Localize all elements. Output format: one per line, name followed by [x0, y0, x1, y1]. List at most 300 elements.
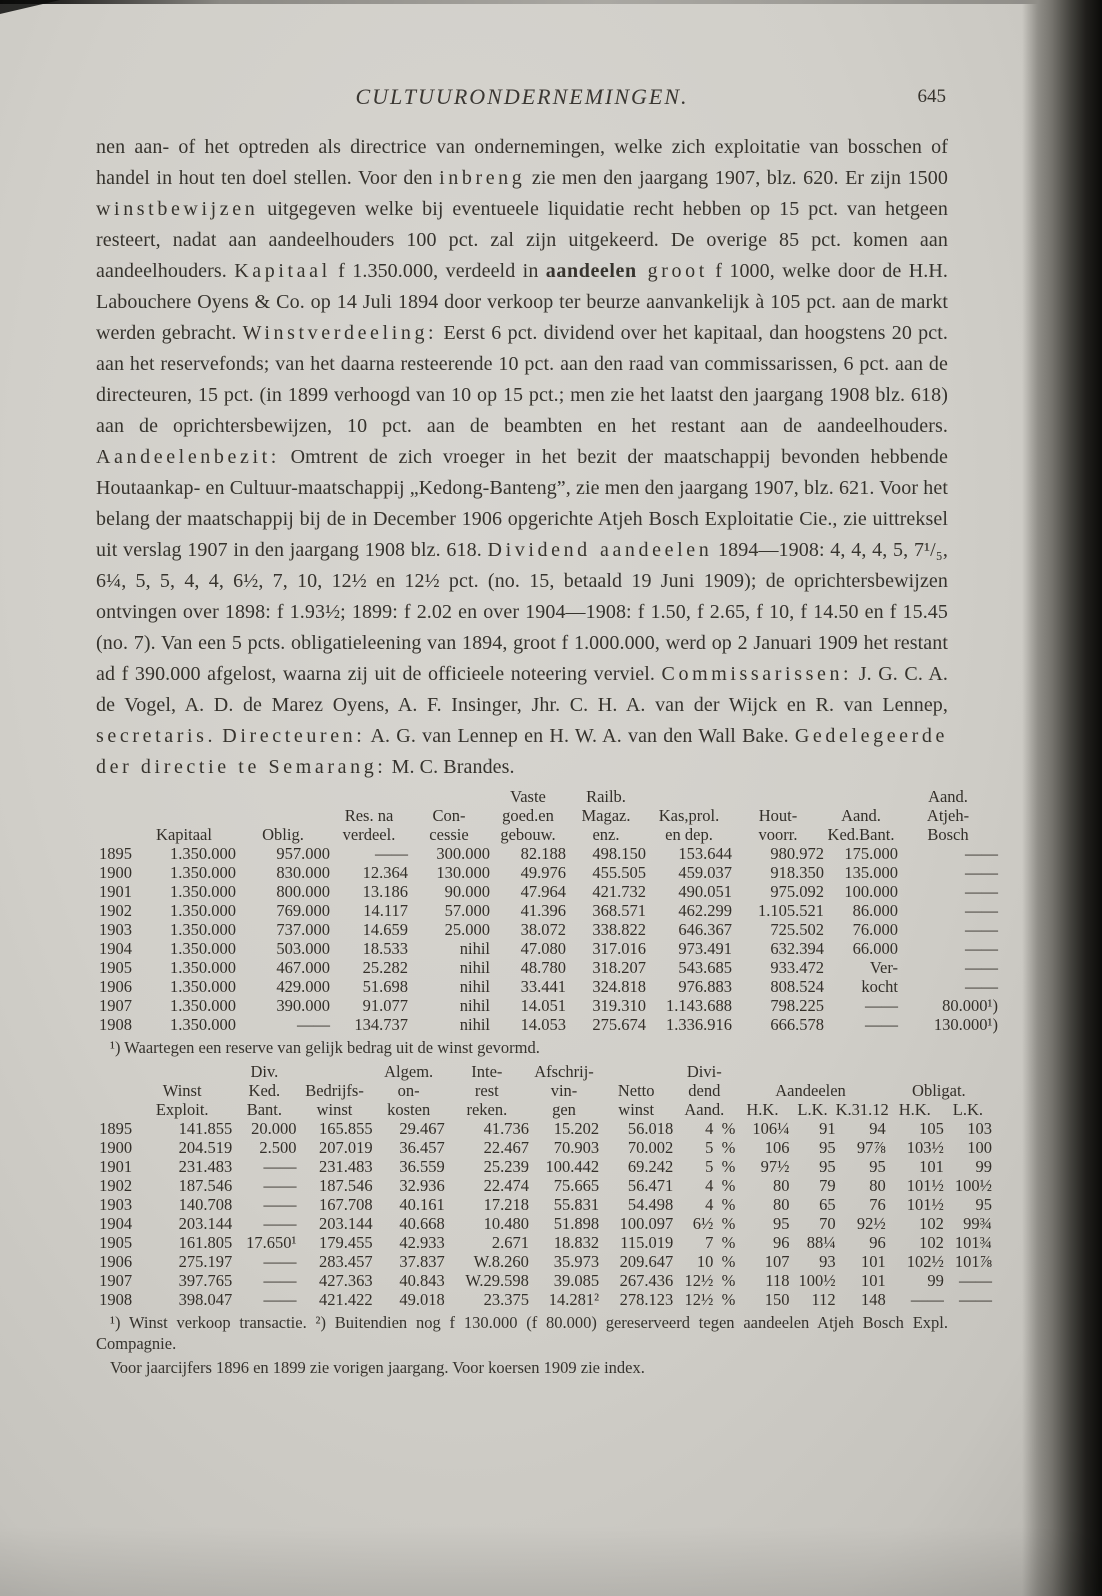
table-cell: —— [965, 977, 998, 996]
table-cell: 1.105.521 [758, 901, 824, 920]
table-cell: 101 [860, 1252, 886, 1271]
table-cell: 317.016 [592, 939, 646, 958]
table-cell: 92½ [856, 1214, 886, 1233]
header-cell: Winst [162, 1081, 202, 1100]
table-cell: 231.483 [178, 1157, 233, 1176]
table-cell: 41.736 [483, 1119, 529, 1138]
table-cell: nihil [459, 958, 490, 977]
table-row [96, 977, 998, 996]
body-paragraph [96, 132, 948, 783]
table-cell: 80 [772, 1176, 790, 1195]
table-cell: kocht [861, 977, 898, 996]
header-cell: K.31.12 [835, 1100, 889, 1119]
header-cell: Kapitaal [156, 825, 212, 844]
table-cell: 118 [765, 1271, 790, 1290]
table-cell: 82.188 [520, 844, 566, 863]
table-cell: 99¾ [963, 1214, 992, 1233]
body-text-run: f 1.350.000, verdeeld in [330, 260, 546, 282]
table-cell: 503.000 [276, 939, 330, 958]
table-cell: 57.000 [444, 901, 490, 920]
header-cell [886, 1062, 992, 1081]
table-cell: 22.474 [483, 1176, 529, 1195]
header-cell: Aand. [684, 1100, 725, 1119]
table-cell: 1900 [99, 863, 132, 882]
table-cell: 153.644 [678, 844, 732, 863]
table-cell: 1.350.000 [170, 863, 236, 882]
table-row [96, 1119, 992, 1138]
table-cell: 39.085 [553, 1271, 600, 1290]
table-cell: 100.442 [545, 1157, 600, 1176]
page-top-shadow [0, 0, 1102, 4]
table-cell: 56.018 [627, 1119, 674, 1138]
header-cell [96, 787, 132, 806]
header-cell: Bedrijfs- [305, 1081, 364, 1100]
table-cell: 35.973 [553, 1252, 600, 1271]
table-cell: —— [959, 1290, 992, 1309]
table-cell: 1.350.000 [170, 996, 236, 1015]
header-cell: vin- [550, 1081, 578, 1100]
header-cell [408, 787, 490, 806]
table-cell: —— [297, 1015, 330, 1034]
table-cell: 76.000 [852, 920, 898, 939]
table-cell: 112 [811, 1290, 836, 1309]
page-number: 645 [917, 86, 946, 107]
table-cell: —— [965, 901, 998, 920]
table-cell: 88¼ [806, 1233, 836, 1252]
table-cell: W.8.260 [473, 1252, 529, 1271]
header-cell: Kas,prol. [658, 806, 720, 825]
header-cell [236, 806, 330, 825]
table-cell: 51.698 [362, 977, 408, 996]
table-row [96, 996, 998, 1015]
header-cell: Magaz. [581, 806, 631, 825]
header-cell: Aand. [928, 787, 968, 806]
table-cell: 179.455 [318, 1233, 373, 1252]
table-cell: 231.483 [318, 1157, 373, 1176]
table-header-row [96, 787, 998, 806]
table-cell: 95 [869, 1157, 886, 1176]
spaced-term: groot [636, 260, 708, 282]
table-cell: 55.831 [553, 1195, 600, 1214]
table-cell: 96 [772, 1233, 790, 1252]
table-cell: 25.282 [362, 958, 408, 977]
spaced-term: Kapitaal [234, 260, 331, 282]
table-cell: —— [965, 882, 998, 901]
header-cell [132, 1062, 232, 1081]
table-cell: 1.350.000 [170, 882, 236, 901]
table-row [96, 1015, 998, 1034]
header-cell: on- [397, 1081, 420, 1100]
table-cell: 957.000 [276, 844, 330, 863]
header-cell: H.K. [746, 1100, 779, 1119]
spaced-term: secretaris. [96, 725, 217, 747]
table-cell: —— [965, 958, 998, 977]
table-cell: 79 [819, 1176, 836, 1195]
table-cell: 103 [967, 1119, 992, 1138]
table-cell: —— [263, 1157, 297, 1176]
table-cell: 798.225 [770, 996, 824, 1015]
table-cell: 51.898 [553, 1214, 600, 1233]
table-cell: 543.685 [678, 958, 732, 977]
table-cell: 70.903 [553, 1138, 600, 1157]
header-cell: Bant. [246, 1100, 283, 1119]
table-cell: 130.000 [436, 863, 490, 882]
header-cell: Hout- [758, 806, 798, 825]
table-cell: 165.855 [318, 1119, 373, 1138]
table-cell: 933.472 [770, 958, 824, 977]
table-cell: 23.375 [483, 1290, 529, 1309]
table-cell: 427.363 [318, 1271, 373, 1290]
header-cell [96, 806, 132, 825]
spaced-term: Aandeelenbezit: [96, 446, 280, 468]
table-cell: 141.855 [178, 1119, 233, 1138]
table-cell: 1906 [99, 1252, 133, 1271]
table-cell: 4 % [705, 1176, 736, 1195]
table-cell: 1.350.000 [170, 1015, 236, 1034]
table-cell: —— [263, 1271, 297, 1290]
header-cell [96, 825, 132, 844]
table-cell: 97½ [760, 1157, 790, 1176]
table-cell: 37.837 [399, 1252, 445, 1271]
header-cell: gen [552, 1100, 576, 1119]
table-cell: 99 [927, 1271, 944, 1290]
header-cell [824, 787, 898, 806]
table-cell: 203.144 [318, 1214, 373, 1233]
table-cell: 975.092 [770, 882, 824, 901]
table-cell: 467.000 [276, 958, 330, 977]
table-row [96, 1252, 992, 1271]
table-cell: 32.936 [399, 1176, 445, 1195]
body-text-run: uitgegeven welke bij eventueele liquidatie recht hebben op 15 pct. van hetgeen resteert, nadat aan aandeelhouders 100 pct. zal zijn uitgekeerd. De overige 85 pct. komen aan aandeelhouders. [96, 198, 948, 282]
table-cell: —— [263, 1176, 297, 1195]
table-cell: —— [959, 1271, 992, 1290]
header-cell [735, 1062, 885, 1081]
table-cell: 6½ % [692, 1214, 736, 1233]
header-cell [96, 1062, 132, 1081]
header-cell [96, 1081, 132, 1100]
table-cell: 102 [919, 1214, 944, 1233]
table-cell: 18.533 [362, 939, 408, 958]
table-cell: 368.571 [592, 901, 646, 920]
header-cell: H.K. [898, 1100, 931, 1119]
body-text-run: M. C. Brandes. [386, 756, 515, 778]
table-cell: 90.000 [444, 882, 490, 901]
table-cell: 1.336.916 [666, 1015, 732, 1034]
table-header-row [96, 1081, 992, 1100]
header-cell: kosten [387, 1100, 431, 1119]
table-cell: 102½ [906, 1252, 944, 1271]
table-cell: 148 [860, 1290, 886, 1309]
table-cell: 107 [764, 1252, 790, 1271]
table-cell: 95 [772, 1214, 790, 1233]
spaced-term: Winstverdeeling: [242, 322, 438, 344]
table-cell: 275.197 [178, 1252, 233, 1271]
body-text-run: Eerst 6 pct. dividend over het kapitaal, dan hoogstens 20 pct. aan het reservefonds; van het daarna resteerende 10 pct. aan den raad van commissarissen, 6 pct. aan de directeuren, 15 pct. (in 1899 verhoogd van 10 op 15 pct.; men zie het laatst den jaargang 1908 blz. 618) aan de oprichtersbewijzen, 10 pct. aan de beambten en het restant aan de aandeelhouders. [96, 322, 949, 437]
header-cell: rest [474, 1081, 499, 1100]
table-cell: 278.123 [619, 1290, 674, 1309]
header-cell [732, 787, 824, 806]
table-cell: 800.000 [276, 882, 330, 901]
table-row [96, 901, 998, 920]
table-cell: 1901 [99, 882, 132, 901]
table-row [96, 920, 998, 939]
table-cell: 769.000 [276, 901, 330, 920]
table-header-row [96, 1100, 992, 1119]
table-row [96, 1195, 992, 1214]
table-cell: 7 % [705, 1233, 736, 1252]
table-cell: 54.498 [627, 1195, 674, 1214]
table-cell: 808.524 [770, 977, 824, 996]
table-cell: 421.732 [592, 882, 646, 901]
table1-footnote: ¹) Waartegen een reserve van gelijk bedrag uit de winst gevormd. [110, 1038, 540, 1057]
corner-shadow [0, 0, 60, 14]
table-cell: 13.186 [362, 882, 408, 901]
header-cell: dend [688, 1081, 721, 1100]
table-cell: 1901 [99, 1157, 133, 1176]
table-cell: 646.367 [678, 920, 732, 939]
table-cell: 100½ [954, 1176, 992, 1195]
table-cell: —— [965, 920, 998, 939]
table-cell: 632.394 [770, 939, 824, 958]
header-cell: Con- [432, 806, 466, 825]
table-cell: 86.000 [852, 901, 898, 920]
spaced-term: Commissarissen: [661, 663, 853, 685]
table-row [96, 1157, 992, 1176]
spaced-term: winstbewijzen [96, 198, 259, 220]
table-row [96, 1233, 992, 1252]
header-cell [296, 1062, 372, 1081]
table-cell: 1.350.000 [170, 844, 236, 863]
table-cell: 12½ % [684, 1271, 736, 1290]
table-cell: 5 % [705, 1138, 736, 1157]
table-cell: 14.281² [548, 1290, 600, 1309]
header-cell: Divi- [686, 1062, 722, 1081]
table-cell: 267.436 [619, 1271, 674, 1290]
table-cell: Ver- [869, 958, 898, 977]
table-cell: 40.161 [399, 1195, 445, 1214]
table-cell: —— [965, 844, 998, 863]
table-cell: 49.976 [520, 863, 566, 882]
table-cell: 18.832 [553, 1233, 600, 1252]
table-cell: 4 % [705, 1119, 736, 1138]
table-cell: 49.018 [399, 1290, 445, 1309]
table-cell: 1900 [99, 1138, 133, 1157]
table-cell: 324.818 [592, 977, 646, 996]
table-cell: 973.491 [678, 939, 732, 958]
table-cell: 96 [869, 1233, 886, 1252]
table-cell: 14.117 [363, 901, 408, 920]
table-cell: 101¾ [954, 1233, 992, 1252]
page-bottom-shadow [0, 1526, 1102, 1596]
table-cell: 275.674 [592, 1015, 646, 1034]
table-cell: nihil [459, 1015, 490, 1034]
header-cell [236, 787, 330, 806]
table-cell: —— [910, 1290, 944, 1309]
table-cell: 1.350.000 [170, 939, 236, 958]
table-cell: 80 [869, 1176, 886, 1195]
header-cell: Oblig. [262, 825, 304, 844]
header-cell: goed.en [502, 806, 554, 825]
table-cell: —— [965, 939, 998, 958]
header-cell: reken. [466, 1100, 508, 1119]
table-cell: 209.647 [619, 1252, 674, 1271]
table-cell: 94 [869, 1119, 886, 1138]
table-cell: 1904 [99, 939, 132, 958]
table-cell: 56.471 [627, 1176, 674, 1195]
table-cell: —— [263, 1252, 297, 1271]
header-cell: cessie [429, 825, 469, 844]
page-title: CULTUURONDERNEMINGEN. [355, 84, 689, 109]
header-cell: verdeel. [342, 825, 396, 844]
table-cell: —— [965, 863, 998, 882]
body-text-run: zie men den jaargang 1907, blz. 620. Er zijn 1500 [525, 167, 948, 189]
table-cell: 187.546 [318, 1176, 373, 1195]
header-cell: winst [316, 1100, 353, 1119]
table-row [96, 1176, 992, 1195]
table-cell: 42.933 [399, 1233, 445, 1252]
running-header [96, 84, 948, 124]
table-cell: 65 [819, 1195, 836, 1214]
header-cell: gebouw. [500, 825, 556, 844]
table-cell: 462.299 [678, 901, 732, 920]
header-cell [132, 806, 236, 825]
table-cell: 2.671 [491, 1233, 529, 1252]
body-text-run: J. G. C. A. de Vogel, A. D. de Marez Oyens, A. F. Insinger, Jhr. C. H. A. van der Wijck en R. van Lennep, [96, 663, 949, 716]
table-cell: 12½ % [684, 1290, 736, 1309]
table-cell: 25.000 [444, 920, 490, 939]
table-cell: 97⅞ [856, 1138, 886, 1157]
table-cell: 918.350 [770, 863, 824, 882]
table-row [96, 1138, 992, 1157]
table-cell: 1903 [99, 1195, 133, 1214]
table-cell: 22.467 [483, 1138, 529, 1157]
book-spine-shadow [1022, 0, 1102, 1596]
table-cell: 48.780 [520, 958, 566, 977]
spaced-term: Directeuren: [222, 725, 366, 747]
table-cell: 130.000¹) [933, 1015, 998, 1034]
table-cell: 25.239 [483, 1157, 529, 1176]
header-cell: winst [618, 1100, 655, 1119]
table-cell: 76 [869, 1195, 886, 1214]
table-cell: 1902 [99, 1176, 133, 1195]
table-cell: 1907 [99, 1271, 133, 1290]
table-cell: 1906 [99, 977, 132, 996]
table-cell: 134.737 [354, 1015, 408, 1034]
table-cell: 725.502 [770, 920, 824, 939]
table-cell: 101 [860, 1271, 886, 1290]
table-cell: 1905 [99, 1233, 133, 1252]
table-cell: 1908 [99, 1015, 132, 1034]
header-cell: enz. [592, 825, 620, 844]
header-cell: Aandeelen [775, 1081, 846, 1100]
header-cell: Afschrij- [534, 1062, 594, 1081]
table-header-row [96, 1062, 992, 1081]
header-cell: Ked. [248, 1081, 281, 1100]
header-cell [646, 787, 732, 806]
header-cell: Algem. [384, 1062, 434, 1081]
table-cell: nihil [459, 939, 490, 958]
table-cell: 100.000 [844, 882, 898, 901]
table-cell: 106 [764, 1138, 790, 1157]
table-cell: 70 [819, 1214, 836, 1233]
spaced-term: Gedelegeerde der directie te Semarang: [96, 725, 948, 778]
table-cell: 75.665 [553, 1176, 600, 1195]
table-cell: 105 [919, 1119, 944, 1138]
table-header-row [96, 825, 998, 844]
header-cell: Railb. [586, 787, 626, 806]
table-cell: —— [263, 1214, 297, 1233]
table-cell: 319.310 [592, 996, 646, 1015]
header-cell [599, 1062, 673, 1081]
table-cell: 91.077 [362, 996, 408, 1015]
table-cell: 106¼ [752, 1119, 790, 1138]
table-cell: 103½ [906, 1138, 944, 1157]
table-cell: —— [263, 1195, 297, 1214]
table-row [96, 1290, 992, 1309]
table-cell: 187.546 [178, 1176, 233, 1195]
table-cell: 398.047 [178, 1290, 233, 1309]
table-cell: 15.202 [553, 1119, 600, 1138]
table-cell: 10.480 [483, 1214, 529, 1233]
table-cell: 47.964 [520, 882, 566, 901]
header-cell: voorr. [758, 825, 798, 844]
table-row [96, 863, 998, 882]
header-cell: Res. na [344, 806, 394, 825]
body-text-run: f 1000, welke door de H.H. Labouchere Oyens & Co. op 14 Juli 1894 door verkoop ter beurze aanvankelijk à 105 pct. aan de markt werden gebracht. [96, 260, 948, 344]
header-cell: Inte- [471, 1062, 503, 1081]
table-cell: 397.765 [178, 1271, 233, 1290]
table-cell: 101½ [906, 1195, 944, 1214]
table-cell: 101½ [906, 1176, 944, 1195]
table-cell: 980.972 [770, 844, 824, 863]
table-cell: 204.519 [178, 1138, 233, 1157]
table-cell: 95 [819, 1157, 836, 1176]
table-row [96, 882, 998, 901]
table-cell: 1902 [99, 901, 132, 920]
header-cell: Exploit. [155, 1100, 209, 1119]
table-cell: W.29.598 [465, 1271, 529, 1290]
table-cell: —— [263, 1290, 297, 1309]
table-cell: 115.019 [620, 1233, 674, 1252]
table-cell: 175.000 [844, 844, 898, 863]
table-cell: 666.578 [770, 1015, 824, 1034]
table-cell: 66.000 [852, 939, 898, 958]
table-row [96, 844, 998, 863]
table-cell: 737.000 [276, 920, 330, 939]
table-cell: —— [865, 996, 898, 1015]
table-cell: —— [375, 844, 408, 863]
table-cell: 167.708 [318, 1195, 373, 1214]
table-cell: 4 % [705, 1195, 736, 1214]
table-cell: 36.457 [399, 1138, 445, 1157]
table-cell: 95 [819, 1138, 836, 1157]
table-cell: 100.097 [619, 1214, 674, 1233]
table-cell: 140.708 [178, 1195, 233, 1214]
table-cell: 976.883 [678, 977, 732, 996]
table-cell: 20.000 [251, 1119, 297, 1138]
header-cell: L.K. [797, 1100, 828, 1119]
table-cell: 1905 [99, 958, 132, 977]
header-cell: Bosch [927, 825, 969, 844]
body-text-run: A. G. van Lennep en H. W. A. van den Wall Bake. [365, 725, 795, 747]
table-cell: 101 [919, 1157, 944, 1176]
table-cell: 14.053 [520, 1015, 566, 1034]
table-cell: 70.002 [627, 1138, 674, 1157]
table-cell: 429.000 [276, 977, 330, 996]
table-cell: nihil [459, 996, 490, 1015]
table-cell: 1903 [99, 920, 132, 939]
table-cell: 207.019 [318, 1138, 373, 1157]
